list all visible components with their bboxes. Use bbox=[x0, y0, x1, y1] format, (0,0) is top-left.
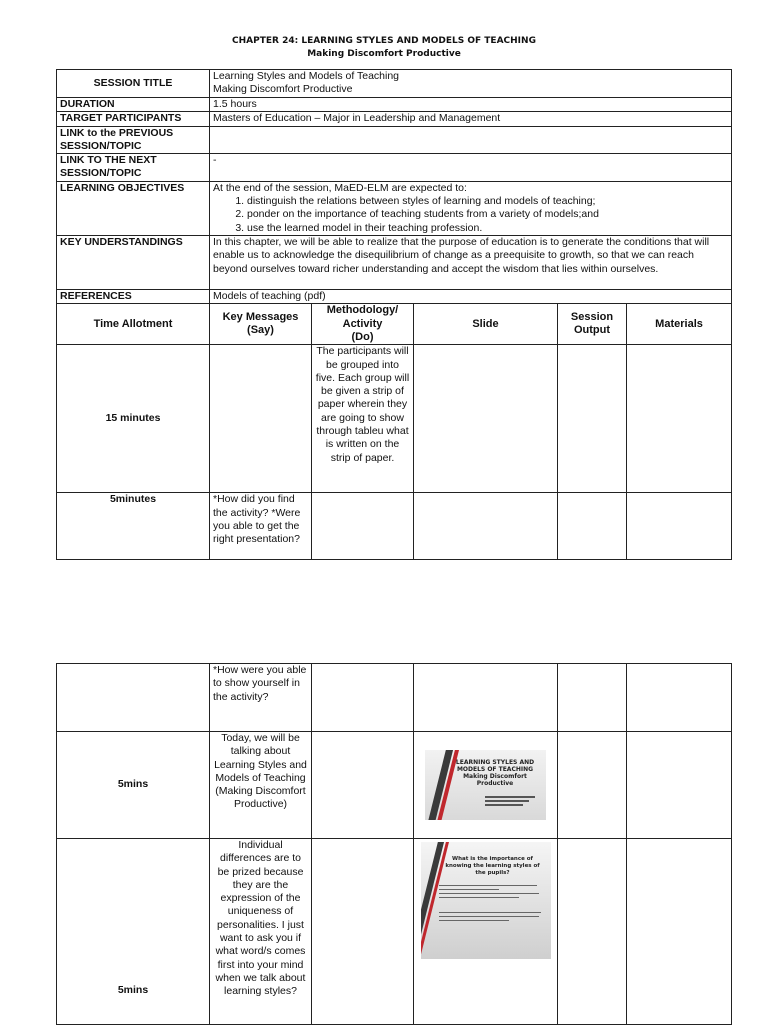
do-cell bbox=[312, 839, 414, 1025]
slide-thumbnail-question bbox=[421, 842, 551, 959]
output-cell bbox=[558, 493, 627, 560]
target-label: TARGET PARTICIPANTS bbox=[57, 112, 210, 126]
duration-label: DURATION bbox=[57, 98, 210, 112]
col-do-header bbox=[312, 304, 414, 345]
slide-body-lines bbox=[439, 882, 543, 924]
link-next-row bbox=[57, 154, 732, 182]
materials-cell bbox=[627, 732, 732, 839]
table-row bbox=[57, 345, 732, 493]
say-cell: Individual differences are to be prized because they are the expression of the uniqueness of personalities. I just want to ask you if what word/s comes first into your mind when we talk about learning styles? bbox=[210, 839, 312, 1025]
link-next-label-line1: LINK TO THE NEXT bbox=[60, 154, 157, 167]
session-title-line: Learning Styles and Models of Teaching bbox=[213, 70, 400, 82]
link-prev-label bbox=[57, 126, 210, 154]
references-label: REFERENCES bbox=[57, 289, 210, 303]
time-cell: 5mins bbox=[57, 839, 210, 1025]
slide-title-text bbox=[447, 759, 543, 787]
col-time-header: Time Allotment bbox=[57, 304, 210, 345]
col-say-header bbox=[210, 304, 312, 345]
materials-cell bbox=[627, 664, 732, 732]
say-cell: *How did you find the activity? *Were you able to get the right presentation? bbox=[210, 493, 312, 560]
session-title-row bbox=[57, 70, 732, 98]
col-output-header-line1: Session bbox=[570, 310, 614, 323]
table-row bbox=[57, 664, 732, 732]
output-cell bbox=[558, 345, 627, 493]
slide-cell bbox=[414, 345, 558, 493]
target-row bbox=[57, 112, 732, 126]
link-prev-label-line1: LINK to the PREVIOUS bbox=[60, 126, 174, 139]
target-value: Masters of Education – Major in Leadership and Management bbox=[210, 112, 732, 126]
output-cell bbox=[558, 664, 627, 732]
link-next-value: - bbox=[210, 154, 732, 182]
objective-item: 2. ponder on the importance of teaching students from a variety of models;and bbox=[247, 208, 728, 221]
slide-author-lines bbox=[485, 794, 535, 808]
do-cell: The participants will be grouped into five. Each group will be given a strip of paper wherein they are going to show through tableu what is written on the strip of paper. bbox=[312, 345, 414, 493]
slide-cell bbox=[414, 732, 558, 839]
time-cell: 5mins bbox=[57, 732, 210, 839]
slide-title-line: Productive bbox=[476, 780, 514, 787]
link-prev-row bbox=[57, 126, 732, 154]
col-say-header-line2: (Say) bbox=[247, 324, 274, 337]
col-do-header-line2: Activity bbox=[342, 317, 383, 330]
references-row bbox=[57, 289, 732, 303]
col-output-header bbox=[558, 304, 627, 345]
document-subtitle: Making Discomfort Productive bbox=[307, 49, 461, 59]
slide-title-line: Making Discomfort bbox=[463, 773, 527, 780]
session-subtitle-line: Making Discomfort Productive bbox=[213, 83, 353, 96]
objectives-label: LEARNING OBJECTIVES bbox=[57, 181, 210, 235]
document-title: CHAPTER 24: LEARNING STYLES AND MODELS OF TEACHING bbox=[232, 36, 536, 46]
col-output-header-line2: Output bbox=[573, 324, 611, 337]
duration-row bbox=[57, 98, 732, 112]
materials-cell bbox=[627, 493, 732, 560]
session-title-label: SESSION TITLE bbox=[57, 70, 210, 98]
slide-cell bbox=[414, 493, 558, 560]
say-cell bbox=[210, 345, 312, 493]
do-cell bbox=[312, 732, 414, 839]
column-header-row bbox=[57, 304, 732, 345]
say-cell: Today, we will be talking about Learning Styles and Models of Teaching (Making Discomfort Productive) bbox=[210, 732, 312, 839]
objective-item: 3. use the learned model in their teaching profession. bbox=[247, 222, 728, 235]
col-materials-header: Materials bbox=[627, 304, 732, 345]
col-do-header-line1: Methodology/ bbox=[326, 304, 399, 317]
time-cell: 15 minutes bbox=[57, 345, 210, 493]
output-cell bbox=[558, 839, 627, 1025]
duration-value: 1.5 hours bbox=[210, 98, 732, 112]
materials-cell bbox=[627, 345, 732, 493]
table-row bbox=[57, 732, 732, 839]
objectives-intro: At the end of the session, MaED-ELM are expected to: bbox=[213, 181, 467, 194]
table-row bbox=[57, 493, 732, 560]
references-value: Models of teaching (pdf) bbox=[210, 289, 732, 303]
col-do-header-line3: (Do) bbox=[351, 330, 374, 343]
time-cell bbox=[57, 664, 210, 732]
materials-cell bbox=[627, 839, 732, 1025]
link-next-label-line2: SESSION/TOPIC bbox=[60, 167, 142, 180]
objective-item: 1. distinguish the relations between styles of learning and models of teaching; bbox=[247, 195, 728, 208]
session-plan-table-page2 bbox=[56, 663, 732, 1025]
table-row bbox=[57, 839, 732, 1025]
link-prev-label-line2: SESSION/TOPIC bbox=[60, 139, 142, 152]
do-cell bbox=[312, 493, 414, 560]
key-understandings-row bbox=[57, 235, 732, 289]
slide-title-line: MODELS OF TEACHING bbox=[456, 766, 534, 773]
col-say-header-line1: Key Messages bbox=[222, 310, 299, 323]
output-cell bbox=[558, 732, 627, 839]
slide-thumbnail-title bbox=[425, 750, 546, 820]
link-next-label bbox=[57, 154, 210, 182]
slide-cell bbox=[414, 664, 558, 732]
slide-cell bbox=[414, 839, 558, 1025]
key-understandings-value: In this chapter, we will be able to realize that the purpose of education is to generate the conditions that will enable us to acknowledge the disequilibrium of change as a preequisite to growth, so that we can reach beyond ourselves toward richer understanding and accept the wisdom that lies within ourselves. bbox=[210, 235, 732, 289]
objectives-list bbox=[213, 195, 728, 235]
say-cell: *How were you able to show yourself in the activity? bbox=[210, 664, 312, 732]
col-slide-header: Slide bbox=[414, 304, 558, 345]
objectives-value bbox=[210, 181, 732, 235]
time-cell: 5minutes bbox=[57, 493, 210, 560]
slide-question-heading: What is the importance of knowing the learning styles of the pupils? bbox=[445, 856, 540, 876]
do-cell bbox=[312, 664, 414, 732]
session-title-value bbox=[210, 70, 732, 98]
document-header bbox=[0, 35, 768, 61]
objectives-row bbox=[57, 181, 732, 235]
session-plan-table-page1 bbox=[56, 69, 732, 560]
key-understandings-label: KEY UNDERSTANDINGS bbox=[57, 235, 210, 289]
slide-title-line: LEARNING STYLES AND bbox=[455, 759, 535, 766]
link-prev-value bbox=[210, 126, 732, 154]
